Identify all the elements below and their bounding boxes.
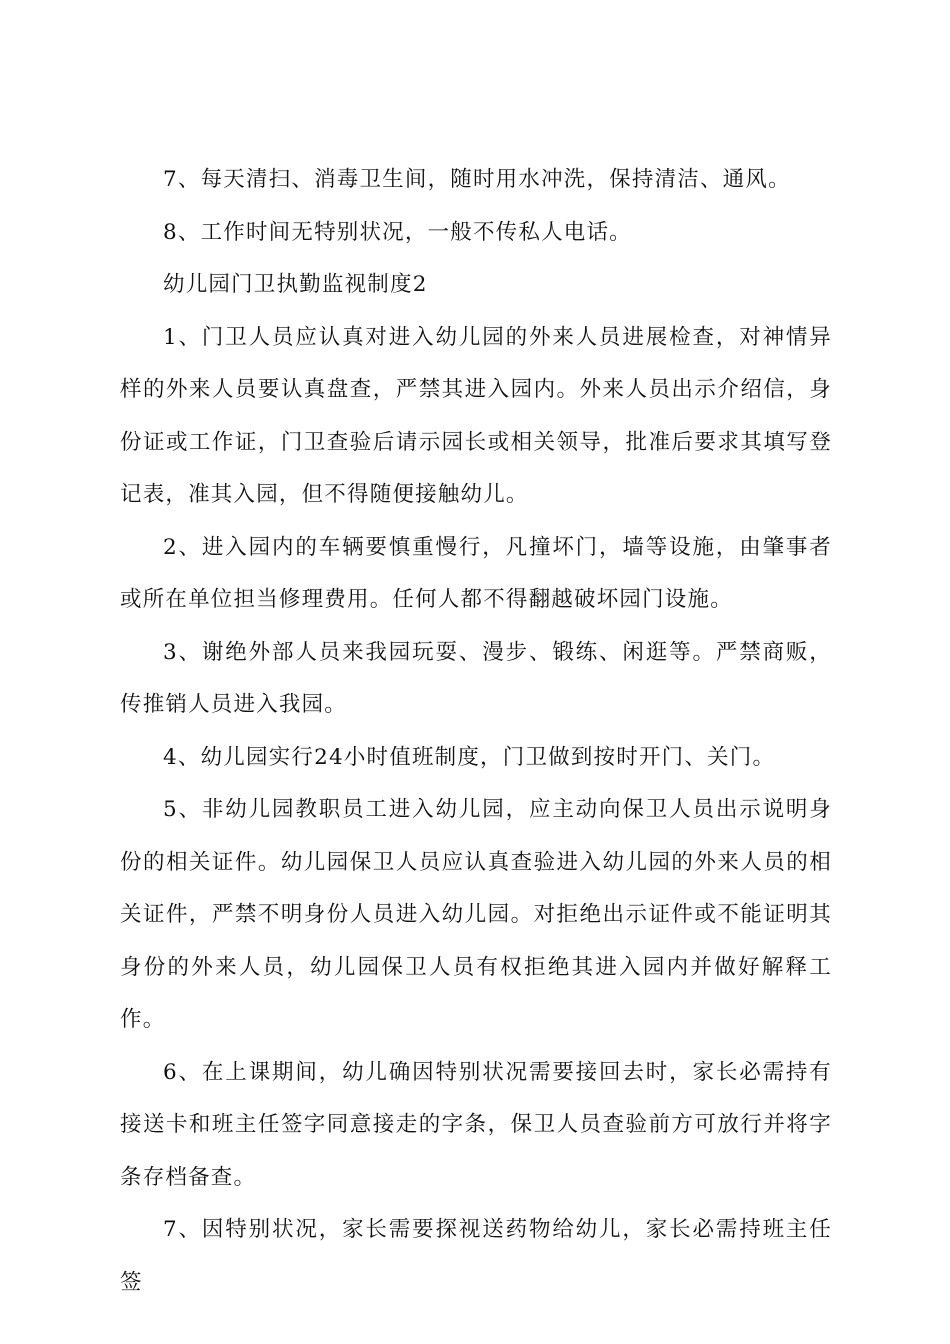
paragraph-rule-8-phone: 8、工作时间无特别状况，一般不传私人电话。 bbox=[163, 219, 632, 245]
paragraph-rule-1-visitors: 1、门卫人员应认真对进入幼儿园的外来人员进展检查，对神情异样的外来人员要认真盘查，严禁其进入园内。外来人员出示介绍信，身份证或工作证，门卫查验后请示园长或相关领导，批准后要求其填写登记表，准其入园，但不得随便接触幼儿。 bbox=[120, 324, 832, 507]
paragraph-rule-7-medicine: 7、因特别状况，家长需要探视送药物给幼儿，家长必需持班主任签 bbox=[120, 1217, 832, 1295]
paragraph-rule-5-identification: 5、非幼儿园教职员工进入幼儿园，应主动向保卫人员出示说明身份的相关证件。幼儿园保卫人员应认真查验进入幼儿园的外来人员的相关证件，严禁不明身份人员进入幼儿园。对拒绝出示证件或不能证明其身份的外来人员，幼儿园保卫人员有权拒绝其进入园内并做好解释工作。 bbox=[120, 797, 832, 1032]
paragraph-rule-6-pickup: 6、在上课期间，幼儿确因特别状况需要接回去时，家长必需持有接送卡和班主任签字同意接走的字条，保卫人员查验前方可放行并将字条存档备查。 bbox=[120, 1059, 832, 1190]
document-body bbox=[120, 154, 832, 1309]
paragraph-rule-2-vehicles: 2、进入园内的车辆要慎重慢行，凡撞坏门，墙等设施，由肇事者或所在单位担当修理费用。任何人都不得翻越破坏园门设施。 bbox=[120, 534, 832, 612]
paragraph-rule-4-duty: 4、幼儿园实行24小时值班制度，门卫做到按时开门、关门。 bbox=[163, 744, 776, 770]
paragraph-rule-3-outsiders: 3、谢绝外部人员来我园玩耍、漫步、锻练、闲逛等。严禁商贩，传推销人员进入我园。 bbox=[120, 639, 832, 717]
paragraph-rule-7-cleaning: 7、每天清扫、消毒卫生间，随时用水冲洗，保持清洁、通风。 bbox=[163, 167, 791, 192]
section-heading: 幼儿园门卫执勤监视制度2 bbox=[163, 272, 428, 297]
